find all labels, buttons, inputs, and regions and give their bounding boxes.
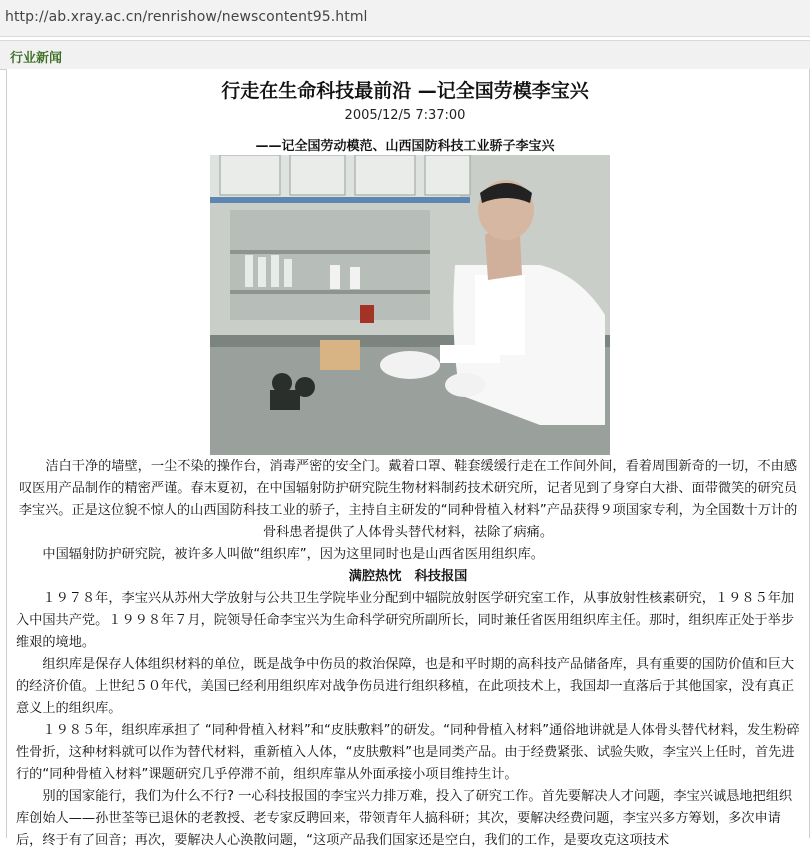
section-header [0, 40, 810, 70]
article-paragraph: 中国辐射防护研究院，被许多人叫做“组织库”，因为这里同时也是山西省医用组织库。 [42, 547, 544, 562]
article-paragraph: １９７８年，李宝兴从苏州大学放射与公共卫生学院毕业分配到中辐院放射医学研究室工作，从事放射性核素研究，１９８５年加入中国共产党。１９９８年７月，院领导任命李宝兴为生命科学研究所副所长，同时兼任省医用组织库主任。那时，组织库正处于举步维艰的境地。 [16, 591, 795, 650]
article-photo [210, 155, 610, 455]
article-paragraph: １９８５年，组织库承担了 “同种骨植入材料”和“皮肤敷料”的研发。“同种骨植入材料”通俗地讲就是人体骨头替代材料，发生粉碎性骨折，这种材料就可以作为替代材料，重新植入人体，“皮肤敷料”也是同类产品。由于经费紧张、试验失败，李宝兴上任时，首先进行的“同种骨植入材料”课题研究几乎停滞不前，组织库靠从外面承接小项目维持生计。 [16, 723, 800, 782]
article-paragraph: 组织库是保存人体组织材料的单位，既是战争中伤员的救治保障，也是和平时期的高科技产品储备库，具有重要的国防价值和巨大的经济价值。上世纪５０年代，美国已经利用组织库对战争伤员进行组织移植，在此项技术上，我国却一直落后于其他国家，没有真正意义上的组织库。 [16, 657, 795, 716]
section-title: 行业新闻 [10, 51, 63, 66]
article-subtitle: ——记全国劳动模范、山西国防科技工业骄子李宝兴 [255, 139, 555, 154]
article-headline: 行走在生命科技最前沿 —记全国劳模李宝兴 [221, 80, 589, 102]
url-text[interactable]: http://ab.xray.ac.cn/renrishow/newscontent95.html [5, 9, 368, 25]
article-body [16, 456, 800, 852]
article-paragraph: 别的国家能行，我们为什么不行? 一心科技报国的李宝兴力排万难，投入了研究工作。首先要解决人才问题，李宝兴诚恳地把组织库创始人——孙世荃等已退休的老教授、老专家反聘回来，带领青年人搞科研；其次，要解决经费问题，李宝兴多方筹划，多次申请后，终于有了回音；再次，要解决人心涣散问题，“这项产品我们国家还是空白，我们的工作，是要攻克这项技术 [16, 789, 793, 848]
article-section-heading: 满腔热忱 科技报国 [348, 569, 468, 584]
address-bar[interactable] [0, 0, 810, 37]
article-paragraph: 洁白干净的墙壁，一尘不染的操作台，消毒严密的安全门。戴着口罩、鞋套缓缓行走在工作间外间，看着周围新奇的一切，不由感叹医用产品制作的精密严谨。春末夏初，在中国辐射防护研究院生物材料制药技术研究所，记者见到了身穿白大褂、面带微笑的研究员李宝兴。正是这位貌不惊人的山西国防科技工业的骄子，主持自主研发的“同种骨植入材料”产品获得９项国家专利，为全国数十万计的骨科患者提供了人体骨头替代材料，祛除了病痛。 [18, 459, 798, 540]
article-date: 2005/12/5 7:37:00 [344, 108, 466, 123]
